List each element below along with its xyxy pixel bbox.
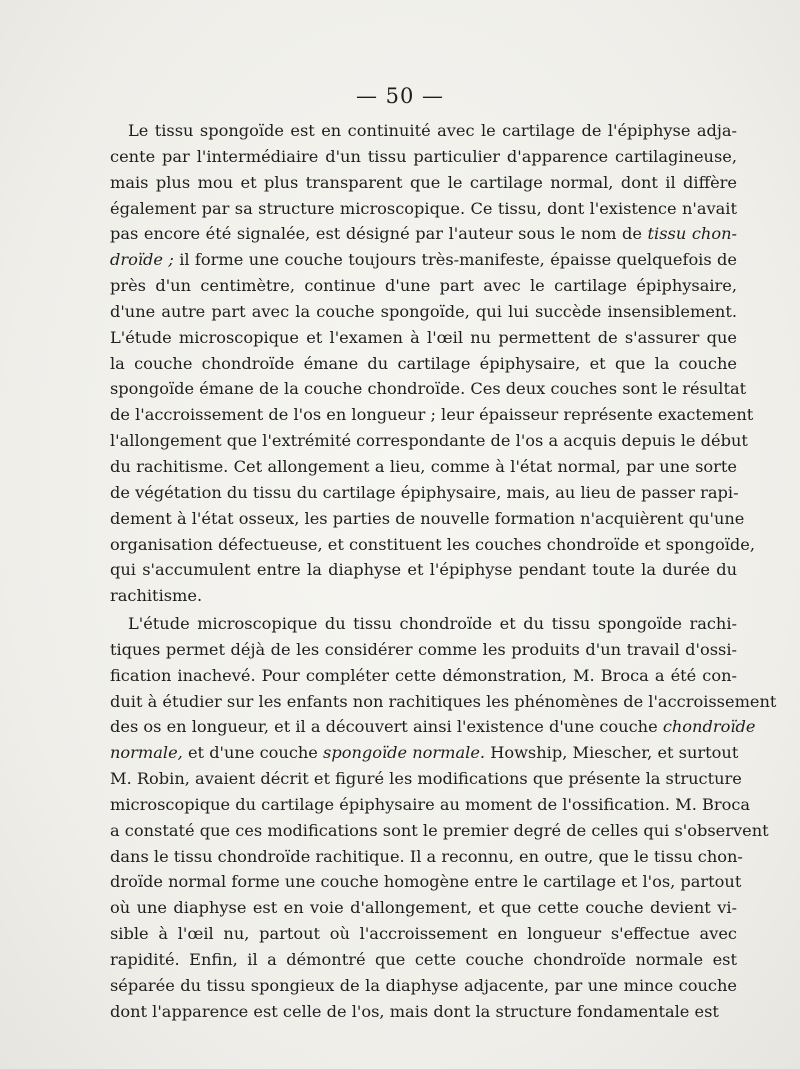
text-line: duit à étudier sur les enfants non rachitiques les phénomènes de l'accroissement — [110, 691, 777, 711]
text-line: dans le tissu chondroïde rachitique. Il a reconnu, en outre, que le tissu chon- — [110, 846, 743, 866]
text-line: l'allongement que l'extrémité correspondante de l'os a acquis depuis le début — [110, 431, 748, 451]
text-line: droïde ; il forme une couche toujours très-manifeste, épaisse quelquefois de — [110, 250, 737, 270]
text-line: droïde normal forme une couche homogène entre le cartilage et l'os, partout — [110, 872, 742, 892]
text-line: organisation défectueuse, et constituent les couches chondroïde et spongoïde, — [110, 534, 755, 554]
text-line: où une diaphyse est en voie d'allongement, et que cette couche devient vi- — [110, 898, 737, 918]
text-line: la couche chondroïde émane du cartilage épiphysaire, et que la couche — [110, 353, 737, 373]
text-line: de l'accroissement de l'os en longueur ; leur épaisseur représente exactement — [110, 405, 754, 425]
text-line: M. Robin, avaient décrit et figuré les modifications que présente la structure — [110, 769, 742, 789]
page-number: — 50 — — [355, 84, 445, 108]
text-line: près d'un centimètre, continue d'une part avec le cartilage épiphysaire, — [110, 276, 737, 296]
italic-term: normale, — [110, 743, 183, 763]
text-line: de végétation du tissu du cartilage épiphysaire, mais, au lieu de passer rapi- — [110, 482, 739, 502]
italic-term: spongoïde normale. — [323, 743, 486, 763]
text-line: séparée du tissu spongieux de la diaphyse adjacente, par une mince couche — [110, 975, 737, 995]
paragraph — [110, 611, 777, 1025]
text-line: spongoïde émane de la couche chondroïde. Ces deux couches sont le résultat — [110, 379, 747, 399]
text-line: cente par l'intermédiaire d'un tissu particulier d'apparence cartilagineuse, — [110, 146, 737, 166]
text-line: qui s'accumulent entre la diaphyse et l'épiphyse pendant toute la durée du — [110, 560, 737, 580]
text-line: L'étude microscopique du tissu chondroïde et du tissu spongoïde rachi- — [128, 614, 737, 634]
text-line: L'étude microscopique et l'examen à l'œil nu permettent de s'assurer que — [110, 327, 737, 347]
italic-term: droïde ; — [110, 250, 174, 270]
text-line: des os en longueur, et il a découvert ainsi l'existence d'une couche chondroïde — [110, 717, 756, 737]
text-line: pas encore été signalée, est désigné par l'auteur sous le nom de tissu chon- — [110, 224, 737, 244]
italic-term: chondroïde — [662, 717, 756, 737]
text-line: tiques permet déjà de les considérer comme les produits d'un travail d'ossi- — [110, 639, 737, 659]
text-line: a constaté que ces modifications sont le premier degré de celles qui s'observent — [110, 820, 769, 840]
text-line: microscopique du cartilage épiphysaire au moment de l'ossification. M. Broca — [110, 794, 751, 814]
text-line: du rachitisme. Cet allongement a lieu, comme à l'état normal, par une sorte — [110, 456, 737, 476]
paragraph — [110, 118, 755, 609]
text-line: dement à l'état osseux, les parties de nouvelle formation n'acquièrent qu'une — [110, 508, 745, 528]
text-line: normale, et d'une couche spongoïde normale. Howship, Miescher, et surtout — [110, 743, 739, 763]
text-line: Le tissu spongoïde est en continuité avec le cartilage de l'épiphyse adja- — [128, 121, 737, 140]
text-line: rapidité. Enfin, il a démontré que cette couche chondroïde normale est — [110, 950, 737, 969]
text-line: sible à l'œil nu, partout où l'accroissement en longueur s'effectue avec — [110, 924, 737, 944]
body-text — [110, 118, 777, 1025]
text-line: rachitisme. — [110, 586, 203, 606]
text-line: mais plus mou et plus transparent que le cartilage normal, dont il diffère — [110, 172, 737, 192]
text-line: fication inachevé. Pour compléter cette démonstration, M. Broca a été con- — [110, 665, 737, 685]
text-line: d'une autre part avec la couche spongoïde, qui lui succède insensiblement. — [110, 301, 737, 321]
text-line: dont l'apparence est celle de l'os, mais dont la structure fondamentale est — [110, 1001, 719, 1021]
italic-term: tissu chon- — [647, 224, 737, 244]
text-line: également par sa structure microscopique. Ce tissu, dont l'existence n'avait — [110, 198, 737, 218]
